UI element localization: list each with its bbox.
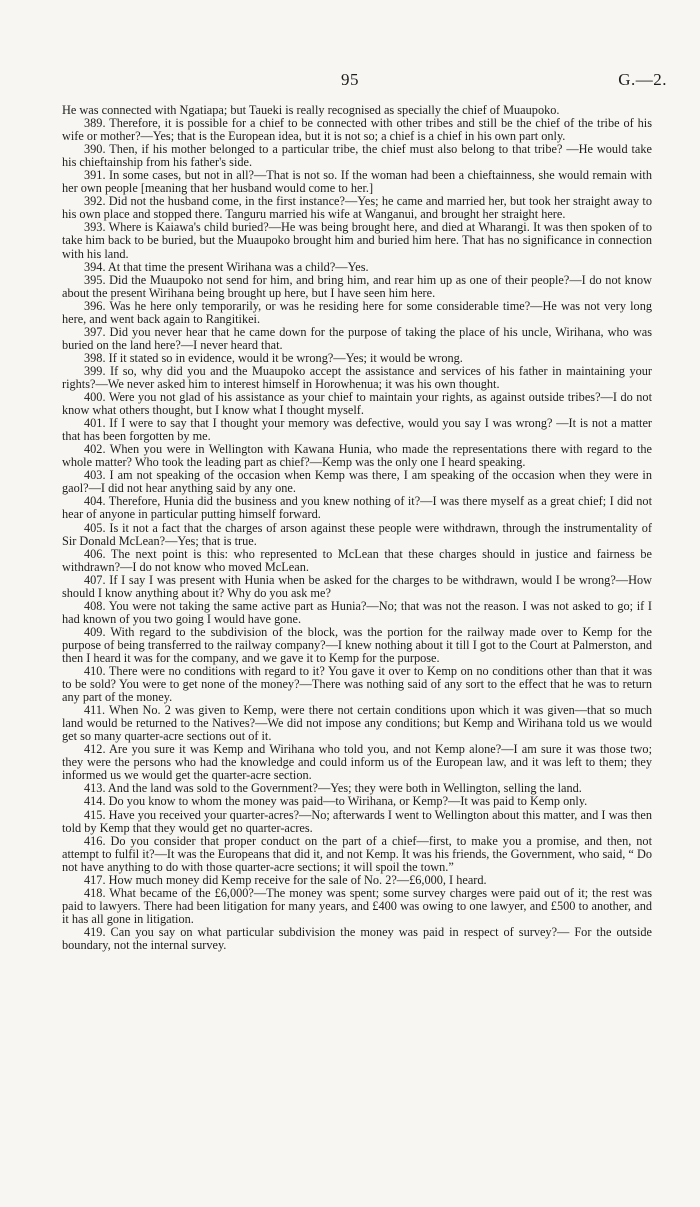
question-paragraph: 396. Was he here only temporarily, or was he residing here for some considerable time?—He was not very long here, and went back again to Rangitikei.: [62, 298, 652, 326]
question-paragraph: 406. The next point is this: who represented to McLean that these charges should in justice and fairness be withdrawn?—I do not know who moved McLean.: [62, 546, 652, 574]
question-paragraph: 394. At that time the present Wirihana was a child?—Yes.: [84, 259, 369, 274]
document-reference: G.—2.: [618, 70, 667, 89]
question-paragraph: 419. Can you say on what particular subdivision the money was paid in respect of survey?— For the outside boundary, not the internal survey.: [62, 924, 652, 952]
question-paragraph: 389. Therefore, it is possible for a chief to be connected with other tribes and still be the chief of the tribe of his wife or mother?—Yes; that is the European idea, but it is not so; a chief is a chief in his own part only.: [62, 116, 652, 144]
document-body: [62, 104, 652, 952]
question-paragraph: 398. If it stated so in evidence, would it be wrong?—Yes; it would be wrong.: [84, 350, 463, 365]
question-paragraph: 395. Did the Muaupoko not send for him, and bring him, and rear him up as one of their people?—I do not know about the present Wirihana being brought up here, but I have seen him here.: [62, 272, 652, 300]
page-number: 95: [341, 70, 359, 89]
continuation-paragraph: He was connected with Ngatiapa; but Taueki is really recognised as specially the chief of Muaupoko.: [62, 103, 560, 117]
question-paragraph: 393. Where is Kaiawa's child buried?—He was being brought here, and died at Wharangi. It was then spoken of to take him back to be buried, but the Muaupoko brought him and buried him here. That has no significance in connection with his land.: [62, 220, 652, 261]
question-paragraph: 392. Did not the husband come, in the first instance?—Yes; he came and married her, but took her straight away to his own place and stopped there. Tanguru married his wife at Wanganui, and brought her straight here.: [62, 194, 652, 222]
question-paragraph: 415. Have you received your quarter-acres?—No; afterwards I went to Wellington about this matter, and I was then told by Kemp that they would get no quarter-acres.: [62, 807, 652, 835]
question-paragraph: 401. If I were to say that I thought your memory was defective, would you say I was wrong? —It is not a matter that has been forgotten by me.: [62, 416, 652, 444]
question-paragraph: 418. What became of the £6,000?—The money was spent; some survey charges were paid out of it; the rest was paid to lawyers. There had been litigation for many years, and £400 was owing to one lawyer, and £500 to another, and it has all gone in litigation.: [62, 885, 652, 926]
question-paragraph: 390. Then, if his mother belonged to a particular tribe, the chief must also belong to that tribe? —He would take his chieftainship from his father's side.: [62, 142, 652, 170]
question-paragraph: 391. In some cases, but not in all?—That is not so. If the woman had been a chieftainness, she would remain with her own people [meaning that her husband would come to her.]: [62, 168, 652, 196]
question-paragraph: 414. Do you know to whom the money was paid—to Wirihana, or Kemp?—It was paid to Kemp only.: [84, 794, 588, 809]
question-paragraph: 400. Were you not glad of his assistance as your chief to maintain your rights, as against outside tribes?—I do not know what others thought, but I know what I thought myself.: [62, 390, 652, 418]
question-paragraph: 411. When No. 2 was given to Kemp, were there not certain conditions upon which it was given—that so much land would be returned to the Natives?—We did not impose any conditions; but Kemp and Wirihana told us we would get so many quarter-acre sections out of it.: [62, 703, 652, 744]
question-paragraph: 416. Do you consider that proper conduct on the part of a chief—first, to make you a promise, and then, not attempt to fulfil it?—It was the Europeans that did it, and not Kemp. It was his friends, the Government, who said, “ Do not have anything to do with those quarter-acre sections; it will spoil the town.”: [62, 833, 652, 874]
question-paragraph: 403. I am not speaking of the occasion when Kemp was there, I am speaking of the occasion when they were in gaol?—I did not hear anything said by any one.: [62, 468, 652, 496]
question-paragraph: 412. Are you sure it was Kemp and Wirihana who told you, and not Kemp alone?—I am sure it was those two; they were the persons who had the knowledge and could inform us of the European law, and it was left to them; they informed us we would get the quarter-acre section.: [62, 742, 652, 783]
question-paragraph: 407. If I say I was present with Hunia when be asked for the charges to be withdrawn, would I be wrong?—How should I know anything about it? Why do you ask me?: [62, 572, 652, 600]
question-paragraph: 410. There were no conditions with regard to it? You gave it over to Kemp on no conditions other than that it was to be sold? You were to get none of the money?—There was nothing said of any sort to the effect that he was to return any part of the money.: [62, 664, 652, 705]
question-paragraph: 402. When you were in Wellington with Kawana Hunia, who made the representations there with regard to the whole matter? Who took the leading part as chief?—Kemp was the only one I heard speaking.: [62, 442, 652, 470]
question-paragraph: 397. Did you never hear that he came down for the purpose of taking the place of his uncle, Wirihana, who was buried on the land here?—I never heard that.: [62, 324, 652, 352]
question-paragraph: 408. You were not taking the same active part as Hunia?—No; that was not the reason. I was not asked to go; if I had known of you two going I would have gone.: [62, 598, 652, 626]
question-paragraph: 413. And the land was sold to the Government?—Yes; they were both in Wellington, selling the land.: [84, 781, 582, 796]
question-paragraph: 399. If so, why did you and the Muaupoko accept the assistance and services of his father in maintaining your rights?—We never asked him to interest himself in Horowhenua; it was his own thought.: [62, 363, 652, 391]
question-paragraph: 404. Therefore, Hunia did the business and you knew nothing of it?—I was there myself as a great chief; I did not hear of anyone in particular putting himself forward.: [62, 494, 652, 522]
question-paragraph: 417. How much money did Kemp receive for the sale of No. 2?—£6,000, I heard.: [84, 872, 487, 887]
question-paragraph: 409. With regard to the subdivision of the block, was the portion for the railway made over to Kemp for the purpose of being transferred to the railway company?—I knew nothing about it till I got to the Court at Palmerston, and then I heard it was for the company, and we gave it to Kemp for the purpose.: [62, 624, 652, 665]
question-paragraph: 405. Is it not a fact that the charges of arson against these people were withdrawn, through the instrumentality of Sir Donald McLean?—Yes; that is true.: [62, 520, 652, 548]
